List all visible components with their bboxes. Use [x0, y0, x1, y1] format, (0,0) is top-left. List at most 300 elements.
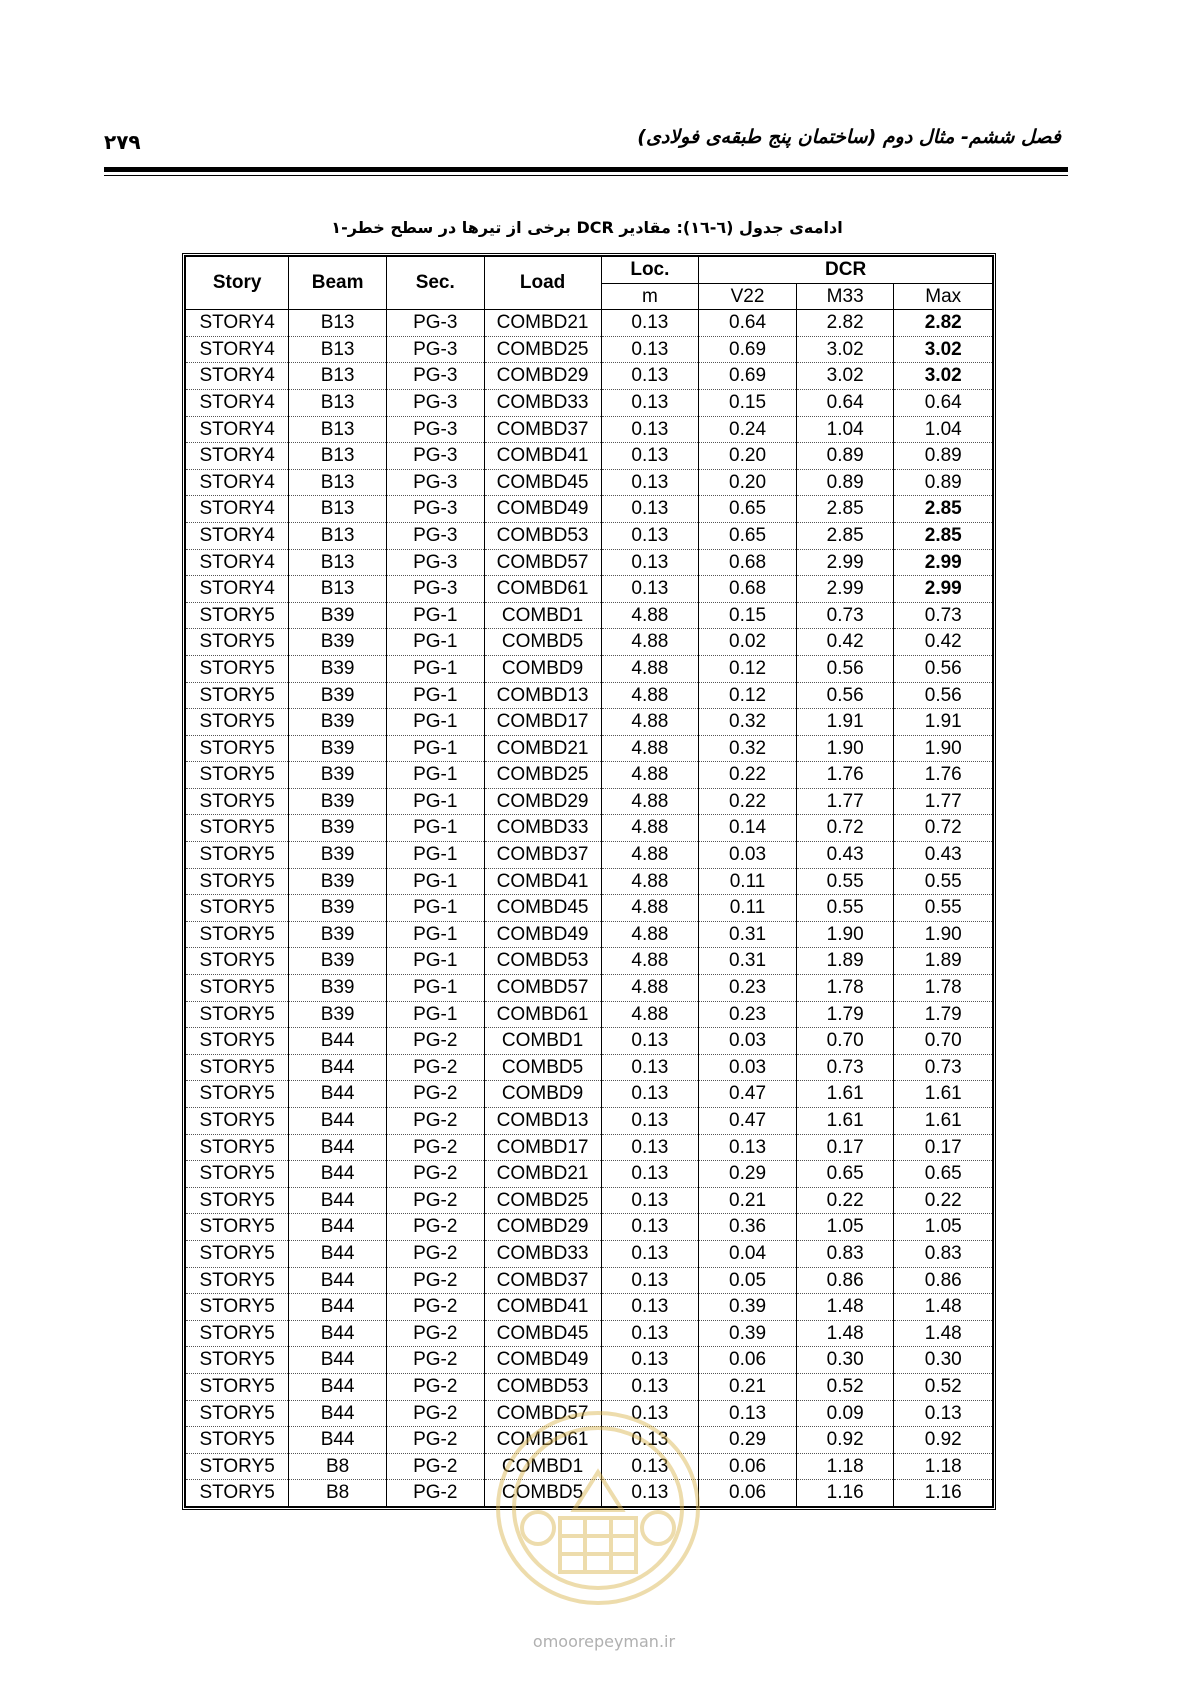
cell-sec: PG-1 [386, 1001, 484, 1028]
cell-loc: 0.13 [601, 549, 699, 576]
cell-sec: PG-2 [386, 1134, 484, 1161]
cell-load: COMBD13 [484, 1108, 601, 1135]
table-row [186, 1320, 993, 1347]
cell-loc: 0.13 [601, 1347, 699, 1374]
cell-m33: 0.56 [796, 655, 894, 682]
cell-loc: 0.13 [601, 1400, 699, 1427]
cell-v22: 0.14 [699, 815, 797, 842]
cell-loc: 4.88 [601, 1001, 699, 1028]
cell-v22: 0.23 [699, 1001, 797, 1028]
cell-m33: 0.55 [796, 868, 894, 895]
table-row [186, 1028, 993, 1055]
cell-max: 1.76 [894, 762, 993, 789]
cell-story: STORY5 [186, 762, 289, 789]
header-rule-thin [104, 175, 1068, 176]
cell-v22: 0.29 [699, 1427, 797, 1454]
page-number: ۲۷۹ [104, 130, 141, 154]
table-row [186, 975, 993, 1002]
table-row [186, 389, 993, 416]
cell-load: COMBD25 [484, 336, 601, 363]
cell-max: 2.82 [894, 310, 993, 337]
header-story: Story [186, 257, 289, 310]
cell-load: COMBD61 [484, 1427, 601, 1454]
cell-loc: 0.13 [601, 1214, 699, 1241]
table-row [186, 602, 993, 629]
table-row [186, 1001, 993, 1028]
cell-loc: 4.88 [601, 788, 699, 815]
cell-v22: 0.13 [699, 1400, 797, 1427]
cell-load: COMBD61 [484, 1001, 601, 1028]
cell-m33: 1.61 [796, 1108, 894, 1135]
cell-load: COMBD25 [484, 1187, 601, 1214]
cell-story: STORY5 [186, 948, 289, 975]
cell-beam: B13 [289, 389, 387, 416]
cell-m33: 0.89 [796, 469, 894, 496]
cell-max: 1.48 [894, 1294, 993, 1321]
table-row [186, 1214, 993, 1241]
cell-v22: 0.12 [699, 655, 797, 682]
table-row [186, 576, 993, 603]
cell-beam: B39 [289, 842, 387, 869]
cell-load: COMBD5 [484, 1054, 601, 1081]
cell-load: COMBD37 [484, 1267, 601, 1294]
cell-loc: 4.88 [601, 735, 699, 762]
table-row [186, 1187, 993, 1214]
cell-max: 1.61 [894, 1081, 993, 1108]
cell-m33: 0.86 [796, 1267, 894, 1294]
table-row [186, 1081, 993, 1108]
table-row [186, 522, 993, 549]
cell-loc: 4.88 [601, 682, 699, 709]
cell-load: COMBD21 [484, 1161, 601, 1188]
cell-beam: B44 [289, 1427, 387, 1454]
cell-v22: 0.15 [699, 602, 797, 629]
cell-sec: PG-2 [386, 1161, 484, 1188]
cell-v22: 0.03 [699, 842, 797, 869]
cell-story: STORY5 [186, 1453, 289, 1480]
cell-m33: 2.85 [796, 522, 894, 549]
cell-beam: B44 [289, 1373, 387, 1400]
cell-beam: B39 [289, 948, 387, 975]
header-loc: Loc. [601, 257, 699, 284]
cell-load: COMBD49 [484, 1347, 601, 1374]
cell-sec: PG-3 [386, 496, 484, 523]
cell-loc: 0.13 [601, 1054, 699, 1081]
cell-max: 2.99 [894, 576, 993, 603]
cell-load: COMBD29 [484, 1214, 601, 1241]
header-v22: V22 [699, 283, 797, 310]
cell-load: COMBD33 [484, 815, 601, 842]
cell-loc: 0.13 [601, 576, 699, 603]
cell-loc: 0.13 [601, 1373, 699, 1400]
cell-story: STORY5 [186, 629, 289, 656]
cell-load: COMBD21 [484, 310, 601, 337]
cell-m33: 0.89 [796, 443, 894, 470]
cell-v22: 0.65 [699, 496, 797, 523]
cell-max: 0.64 [894, 389, 993, 416]
cell-beam: B39 [289, 682, 387, 709]
cell-beam: B44 [289, 1187, 387, 1214]
cell-v22: 0.29 [699, 1161, 797, 1188]
cell-loc: 4.88 [601, 602, 699, 629]
header-row [186, 257, 993, 284]
cell-story: STORY5 [186, 1161, 289, 1188]
cell-m33: 1.90 [796, 735, 894, 762]
cell-v22: 0.65 [699, 522, 797, 549]
cell-load: COMBD17 [484, 709, 601, 736]
cell-sec: PG-2 [386, 1187, 484, 1214]
cell-load: COMBD53 [484, 948, 601, 975]
cell-max: 3.02 [894, 336, 993, 363]
cell-m33: 0.42 [796, 629, 894, 656]
cell-beam: B39 [289, 629, 387, 656]
cell-v22: 0.02 [699, 629, 797, 656]
cell-beam: B39 [289, 655, 387, 682]
cell-load: COMBD29 [484, 363, 601, 390]
cell-load: COMBD33 [484, 1240, 601, 1267]
cell-load: COMBD57 [484, 975, 601, 1002]
cell-v22: 0.15 [699, 389, 797, 416]
cell-story: STORY5 [186, 1267, 289, 1294]
table-row [186, 1373, 993, 1400]
cell-beam: B39 [289, 815, 387, 842]
cell-sec: PG-1 [386, 602, 484, 629]
cell-v22: 0.24 [699, 416, 797, 443]
cell-v22: 0.13 [699, 1134, 797, 1161]
cell-sec: PG-1 [386, 655, 484, 682]
cell-sec: PG-1 [386, 895, 484, 922]
cell-sec: PG-1 [386, 948, 484, 975]
cell-max: 1.48 [894, 1320, 993, 1347]
cell-story: STORY5 [186, 1134, 289, 1161]
cell-loc: 0.13 [601, 1240, 699, 1267]
cell-sec: PG-1 [386, 868, 484, 895]
cell-max: 1.89 [894, 948, 993, 975]
table-row [186, 895, 993, 922]
cell-max: 1.90 [894, 735, 993, 762]
cell-m33: 1.90 [796, 921, 894, 948]
cell-loc: 4.88 [601, 975, 699, 1002]
header-m33: M33 [796, 283, 894, 310]
cell-story: STORY5 [186, 1108, 289, 1135]
cell-story: STORY4 [186, 576, 289, 603]
cell-sec: PG-1 [386, 842, 484, 869]
cell-beam: B8 [289, 1480, 387, 1507]
table-row [186, 336, 993, 363]
header-beam: Beam [289, 257, 387, 310]
table-row [186, 762, 993, 789]
cell-max: 2.85 [894, 522, 993, 549]
table-row [186, 496, 993, 523]
cell-v22: 0.31 [699, 948, 797, 975]
cell-beam: B13 [289, 363, 387, 390]
cell-max: 0.89 [894, 469, 993, 496]
cell-sec: PG-2 [386, 1320, 484, 1347]
cell-load: COMBD13 [484, 682, 601, 709]
header-rule-thick [104, 167, 1068, 172]
cell-v22: 0.31 [699, 921, 797, 948]
cell-max: 0.55 [894, 895, 993, 922]
cell-loc: 0.13 [601, 416, 699, 443]
cell-max: 0.86 [894, 1267, 993, 1294]
table-row [186, 682, 993, 709]
cell-load: COMBD29 [484, 788, 601, 815]
cell-loc: 0.13 [601, 389, 699, 416]
seal-logo-icon [478, 1398, 718, 1608]
cell-v22: 0.32 [699, 735, 797, 762]
cell-story: STORY5 [186, 1214, 289, 1241]
cell-sec: PG-2 [386, 1054, 484, 1081]
cell-story: STORY4 [186, 336, 289, 363]
table-row [186, 1240, 993, 1267]
cell-loc: 0.13 [601, 443, 699, 470]
cell-loc: 4.88 [601, 815, 699, 842]
cell-load: COMBD45 [484, 895, 601, 922]
cell-load: COMBD9 [484, 1081, 601, 1108]
cell-sec: PG-1 [386, 975, 484, 1002]
cell-m33: 0.70 [796, 1028, 894, 1055]
cell-m33: 2.82 [796, 310, 894, 337]
cell-load: COMBD61 [484, 576, 601, 603]
cell-sec: PG-2 [386, 1347, 484, 1374]
cell-beam: B44 [289, 1240, 387, 1267]
cell-v22: 0.39 [699, 1294, 797, 1321]
cell-story: STORY5 [186, 788, 289, 815]
cell-load: COMBD1 [484, 1453, 601, 1480]
cell-beam: B44 [289, 1214, 387, 1241]
cell-max: 0.17 [894, 1134, 993, 1161]
cell-beam: B13 [289, 522, 387, 549]
cell-story: STORY5 [186, 842, 289, 869]
cell-v22: 0.06 [699, 1480, 797, 1507]
table-row [186, 1161, 993, 1188]
cell-load: COMBD25 [484, 762, 601, 789]
cell-v22: 0.68 [699, 576, 797, 603]
cell-load: COMBD41 [484, 1294, 601, 1321]
cell-v22: 0.21 [699, 1373, 797, 1400]
cell-m33: 0.83 [796, 1240, 894, 1267]
cell-beam: B44 [289, 1347, 387, 1374]
cell-load: COMBD5 [484, 1480, 601, 1507]
cell-beam: B39 [289, 975, 387, 1002]
cell-max: 0.92 [894, 1427, 993, 1454]
table-row [186, 363, 993, 390]
cell-sec: PG-2 [386, 1028, 484, 1055]
cell-load: COMBD37 [484, 842, 601, 869]
cell-sec: PG-2 [386, 1453, 484, 1480]
cell-max: 0.73 [894, 602, 993, 629]
cell-story: STORY5 [186, 1187, 289, 1214]
cell-loc: 0.13 [601, 1480, 699, 1507]
table-row [186, 948, 993, 975]
cell-max: 0.65 [894, 1161, 993, 1188]
cell-v22: 0.69 [699, 336, 797, 363]
cell-v22: 0.21 [699, 1187, 797, 1214]
cell-loc: 4.88 [601, 655, 699, 682]
dcr-table [185, 256, 993, 1507]
table-row [186, 815, 993, 842]
cell-sec: PG-2 [386, 1294, 484, 1321]
cell-sec: PG-1 [386, 735, 484, 762]
cell-beam: B44 [289, 1320, 387, 1347]
cell-m33: 1.77 [796, 788, 894, 815]
cell-loc: 0.13 [601, 496, 699, 523]
cell-load: COMBD53 [484, 1373, 601, 1400]
cell-loc: 4.88 [601, 629, 699, 656]
cell-loc: 0.13 [601, 1427, 699, 1454]
cell-sec: PG-3 [386, 576, 484, 603]
running-title: فصل ششم- مثال دوم (ساختمان پنج طبقه‌ی فولادی) [637, 126, 1061, 148]
cell-sec: PG-1 [386, 762, 484, 789]
cell-max: 0.70 [894, 1028, 993, 1055]
cell-loc: 4.88 [601, 762, 699, 789]
cell-story: STORY5 [186, 1001, 289, 1028]
cell-max: 1.91 [894, 709, 993, 736]
cell-v22: 0.64 [699, 310, 797, 337]
header-max: Max [894, 283, 993, 310]
cell-beam: B39 [289, 921, 387, 948]
cell-loc: 0.13 [601, 1320, 699, 1347]
cell-loc: 0.13 [601, 1108, 699, 1135]
watermark-url: omoorepeyman.ir [532, 1632, 676, 1651]
cell-sec: PG-1 [386, 682, 484, 709]
table-row [186, 310, 993, 337]
table-row [186, 709, 993, 736]
cell-max: 0.43 [894, 842, 993, 869]
cell-sec: PG-2 [386, 1427, 484, 1454]
cell-loc: 0.13 [601, 336, 699, 363]
cell-beam: B44 [289, 1108, 387, 1135]
cell-load: COMBD53 [484, 522, 601, 549]
cell-beam: B39 [289, 602, 387, 629]
cell-v22: 0.12 [699, 682, 797, 709]
cell-max: 1.90 [894, 921, 993, 948]
cell-beam: B44 [289, 1267, 387, 1294]
cell-max: 0.30 [894, 1347, 993, 1374]
cell-beam: B39 [289, 735, 387, 762]
cell-m33: 0.73 [796, 1054, 894, 1081]
cell-story: STORY5 [186, 1427, 289, 1454]
cell-max: 0.73 [894, 1054, 993, 1081]
cell-sec: PG-3 [386, 363, 484, 390]
cell-load: COMBD49 [484, 496, 601, 523]
table-row [186, 788, 993, 815]
cell-v22: 0.06 [699, 1453, 797, 1480]
cell-load: COMBD37 [484, 416, 601, 443]
cell-beam: B44 [289, 1161, 387, 1188]
cell-max: 0.55 [894, 868, 993, 895]
dcr-table-frame [182, 253, 996, 1510]
cell-m33: 0.52 [796, 1373, 894, 1400]
cell-max: 0.42 [894, 629, 993, 656]
cell-loc: 0.13 [601, 1294, 699, 1321]
cell-max: 1.78 [894, 975, 993, 1002]
cell-sec: PG-1 [386, 921, 484, 948]
cell-max: 1.16 [894, 1480, 993, 1507]
cell-story: STORY5 [186, 1294, 289, 1321]
table-row [186, 1054, 993, 1081]
cell-loc: 4.88 [601, 895, 699, 922]
cell-beam: B13 [289, 310, 387, 337]
cell-load: COMBD57 [484, 549, 601, 576]
cell-sec: PG-3 [386, 336, 484, 363]
cell-load: COMBD41 [484, 868, 601, 895]
cell-story: STORY5 [186, 1054, 289, 1081]
table-row [186, 842, 993, 869]
cell-max: 1.05 [894, 1214, 993, 1241]
header-dcr: DCR [699, 257, 993, 284]
cell-story: STORY5 [186, 1081, 289, 1108]
cell-story: STORY5 [186, 975, 289, 1002]
cell-story: STORY5 [186, 735, 289, 762]
cell-m33: 0.43 [796, 842, 894, 869]
table-row [186, 549, 993, 576]
cell-story: STORY5 [186, 602, 289, 629]
cell-v22: 0.03 [699, 1028, 797, 1055]
cell-load: COMBD49 [484, 921, 601, 948]
cell-v22: 0.68 [699, 549, 797, 576]
cell-beam: B44 [289, 1294, 387, 1321]
cell-story: STORY5 [186, 815, 289, 842]
cell-max: 0.83 [894, 1240, 993, 1267]
cell-beam: B44 [289, 1400, 387, 1427]
cell-load: COMBD17 [484, 1134, 601, 1161]
table-row [186, 868, 993, 895]
cell-m33: 0.17 [796, 1134, 894, 1161]
table-row [186, 1108, 993, 1135]
cell-beam: B44 [289, 1081, 387, 1108]
cell-m33: 1.04 [796, 416, 894, 443]
table-caption: ادامه‌ی جدول (٦-١٦): مقادیر DCR برخی از تیرها در سطح خطر-۱ [331, 218, 843, 237]
cell-max: 0.72 [894, 815, 993, 842]
cell-story: STORY4 [186, 443, 289, 470]
header-loc-unit: m [601, 283, 699, 310]
cell-v22: 0.32 [699, 709, 797, 736]
cell-sec: PG-3 [386, 416, 484, 443]
cell-sec: PG-3 [386, 389, 484, 416]
cell-v22: 0.39 [699, 1320, 797, 1347]
cell-loc: 4.88 [601, 948, 699, 975]
cell-sec: PG-2 [386, 1081, 484, 1108]
table-row [186, 1267, 993, 1294]
cell-loc: 4.88 [601, 868, 699, 895]
cell-loc: 0.13 [601, 1081, 699, 1108]
cell-beam: B39 [289, 788, 387, 815]
cell-v22: 0.20 [699, 443, 797, 470]
cell-loc: 4.88 [601, 921, 699, 948]
cell-v22: 0.47 [699, 1081, 797, 1108]
cell-m33: 0.22 [796, 1187, 894, 1214]
cell-loc: 0.13 [601, 522, 699, 549]
cell-story: STORY5 [186, 1028, 289, 1055]
cell-story: STORY4 [186, 363, 289, 390]
table-row [186, 416, 993, 443]
cell-load: COMBD57 [484, 1400, 601, 1427]
cell-beam: B8 [289, 1453, 387, 1480]
cell-loc: 4.88 [601, 842, 699, 869]
cell-max: 1.18 [894, 1453, 993, 1480]
cell-story: STORY4 [186, 389, 289, 416]
cell-beam: B13 [289, 443, 387, 470]
cell-v22: 0.23 [699, 975, 797, 1002]
cell-sec: PG-1 [386, 629, 484, 656]
cell-sec: PG-3 [386, 549, 484, 576]
table-row [186, 469, 993, 496]
cell-story: STORY5 [186, 655, 289, 682]
header-sec: Sec. [386, 257, 484, 310]
cell-m33: 2.85 [796, 496, 894, 523]
table-row [186, 629, 993, 656]
